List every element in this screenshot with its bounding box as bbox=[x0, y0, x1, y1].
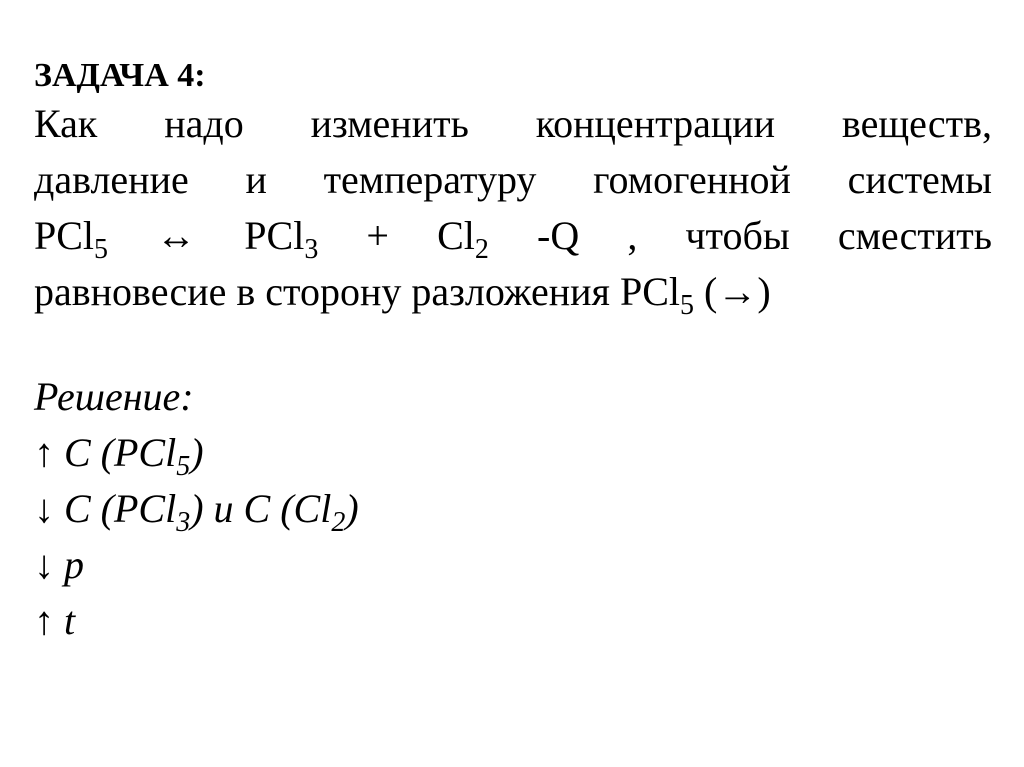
formula-subscript: 2 bbox=[474, 233, 489, 265]
expr-text: ) bbox=[345, 486, 359, 531]
formula-subscript: 5 bbox=[680, 289, 694, 321]
expr-text: ) и C (Cl bbox=[190, 486, 332, 531]
problem-line-4 bbox=[34, 264, 992, 320]
formula-text: + Cl bbox=[318, 213, 475, 258]
expr-subscript: 3 bbox=[176, 506, 191, 538]
expr-text: ) bbox=[190, 430, 204, 475]
formula-text: равновесие в сторону разложения PCl bbox=[34, 269, 680, 314]
task-title: ЗАДАЧА 4: bbox=[34, 57, 206, 94]
solution-row-4 bbox=[34, 593, 992, 649]
solution-expression bbox=[64, 486, 359, 538]
expr-subscript: 2 bbox=[331, 506, 346, 538]
slide-content bbox=[34, 56, 992, 649]
expr-subscript: 5 bbox=[176, 450, 191, 482]
up-arrow-icon: ↑ bbox=[34, 430, 54, 475]
down-arrow-icon: ↓ bbox=[34, 486, 54, 531]
problem-line-1: Как надо изменить концентрации веществ, bbox=[34, 101, 992, 146]
solution-row-2 bbox=[34, 481, 992, 537]
expr-text: C (PCl bbox=[64, 430, 177, 475]
problem-line-2: давление и температуру гомогенной системы bbox=[34, 157, 992, 202]
formula-text: -Q , чтобы сместить bbox=[488, 213, 993, 258]
solution-expression: t bbox=[64, 598, 76, 643]
solution-block bbox=[34, 369, 992, 649]
expr-text: C (PCl bbox=[64, 486, 177, 531]
solution-row-3 bbox=[34, 537, 992, 593]
up-arrow-icon: ↑ bbox=[34, 598, 54, 643]
solution-expression bbox=[64, 430, 204, 482]
down-arrow-icon: ↓ bbox=[34, 542, 54, 587]
problem-statement bbox=[34, 96, 992, 320]
formula-subscript: 3 bbox=[304, 233, 319, 265]
formula-text: ↔ PCl bbox=[108, 213, 305, 258]
formula-text: (→) bbox=[694, 269, 771, 314]
solution-heading: Решение: bbox=[34, 374, 194, 419]
problem-line-3 bbox=[34, 208, 992, 264]
solution-row-1 bbox=[34, 425, 992, 481]
formula-text: PCl bbox=[34, 213, 95, 258]
solution-expression: p bbox=[64, 542, 84, 587]
formula-subscript: 5 bbox=[94, 233, 109, 265]
